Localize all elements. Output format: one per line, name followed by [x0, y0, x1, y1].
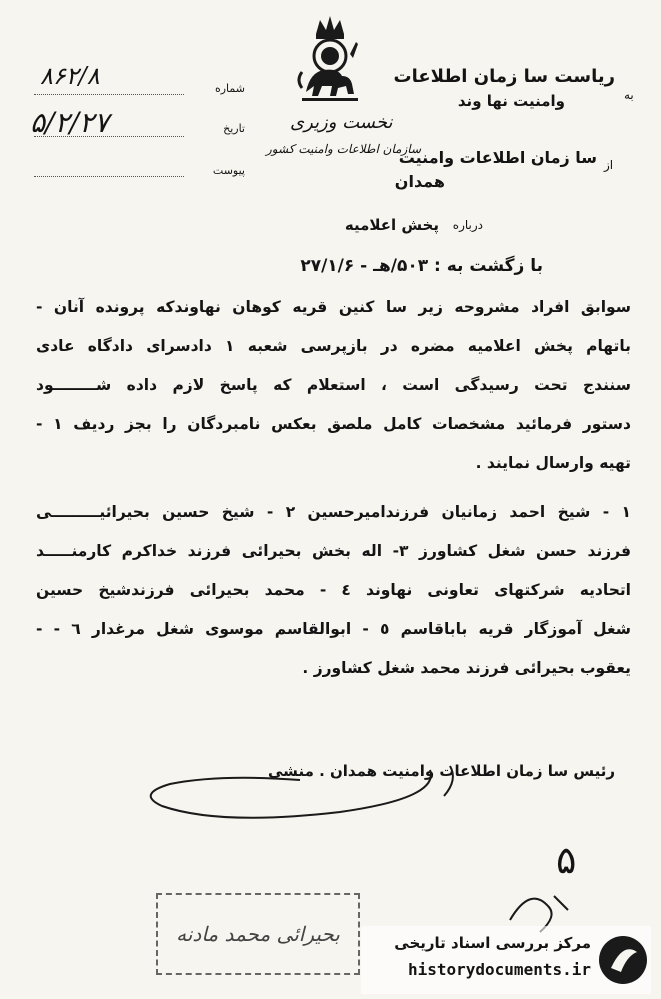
sender-line-1-script: سازمان اطلاعات وامنیت کشور: [266, 142, 421, 156]
body-line: باتهام پخش اعلامیه مضره در بازپرسی شعبه ۱ دادسرای دادگاه عادی: [36, 337, 631, 355]
archive-logo-icon: [597, 934, 649, 986]
list-line: یعقوب بحیرائی فرزند محمد شغل کشاورز .: [302, 659, 631, 677]
signoff-line: رئیس سا زمان اطلاعات وامنیت همدان . منشی: [268, 762, 615, 780]
body-line: تهیه وارسال نمایند .: [475, 454, 631, 472]
sender-line-2: همدان: [394, 172, 445, 191]
emblem-caption: نخست وزیری: [290, 112, 393, 133]
signature-scribble: [100, 740, 480, 830]
recipient-line-1: ریاست سا زمان اطلاعات: [393, 66, 615, 87]
body-line: سوابق افراد مشروحه زیر سا کنین قریه کوهان نهاوندکه پرونده آنان -: [36, 298, 631, 316]
body-line: دستور فرمائید مشخصات کامل ملصق بعکس نامبردگان را بجز ردیف ۱ -: [36, 415, 631, 433]
list-line: اتحادیه شرکتهای تعاونی نهاوند ٤ - محمد بحیرائی فرزندشیخ حسین: [36, 581, 631, 599]
recipient-line-2: وامنیت نها وند: [457, 92, 565, 110]
body-line: سنندج تحت رسیدگی است ، استعلام که پاسخ لازم داده شــــــــود: [36, 376, 631, 394]
list-line: شغل آموزگار قریه باباقاسم ٥ - ابوالقاسم موسوی شغل مرغدار ٦ - -: [36, 620, 631, 638]
sender-line-1: سا زمان اطلاعات وامنیت: [398, 148, 597, 167]
date-label: تاریخ: [223, 122, 245, 135]
watermark-title: مرکز بررسی اسناد تاریخی: [394, 934, 591, 952]
attachment-label: پیوست: [212, 164, 245, 177]
watermark: [361, 926, 651, 994]
reference-line: با زگشت به : ۵۰۳/هـ - ۲۷/۱/۶: [300, 256, 543, 276]
subject-label: درباره: [452, 218, 483, 232]
lion-and-sun-emblem: [292, 14, 368, 106]
name-stamp: بحیرائی محمد مادنه: [156, 893, 360, 975]
recipient-prefix: به: [624, 88, 634, 102]
sender-prefix: از: [604, 158, 614, 172]
number-value: ۸۶۲/۸: [40, 62, 100, 90]
number-label: شماره: [214, 82, 245, 95]
page-number: ۵: [556, 838, 577, 882]
list-line: فرزند حسن شغل کشاورز ۳- اله بخش بحیرائی فرزند خداکرم کارمنـــــد: [36, 542, 631, 560]
number-dots: [34, 94, 184, 95]
watermark-url[interactable]: historydocuments.ir: [407, 960, 591, 979]
subject-value: پخش اعلامیه: [344, 216, 439, 234]
list-line: ۱ - شیخ احمد زمانیان فرزندامیرحسین ۲ - شیخ حسین بحیرائیـــــــــی: [36, 503, 631, 521]
attachment-dots: [34, 176, 184, 177]
date-value: ۵/۲/۲۷: [30, 106, 110, 139]
